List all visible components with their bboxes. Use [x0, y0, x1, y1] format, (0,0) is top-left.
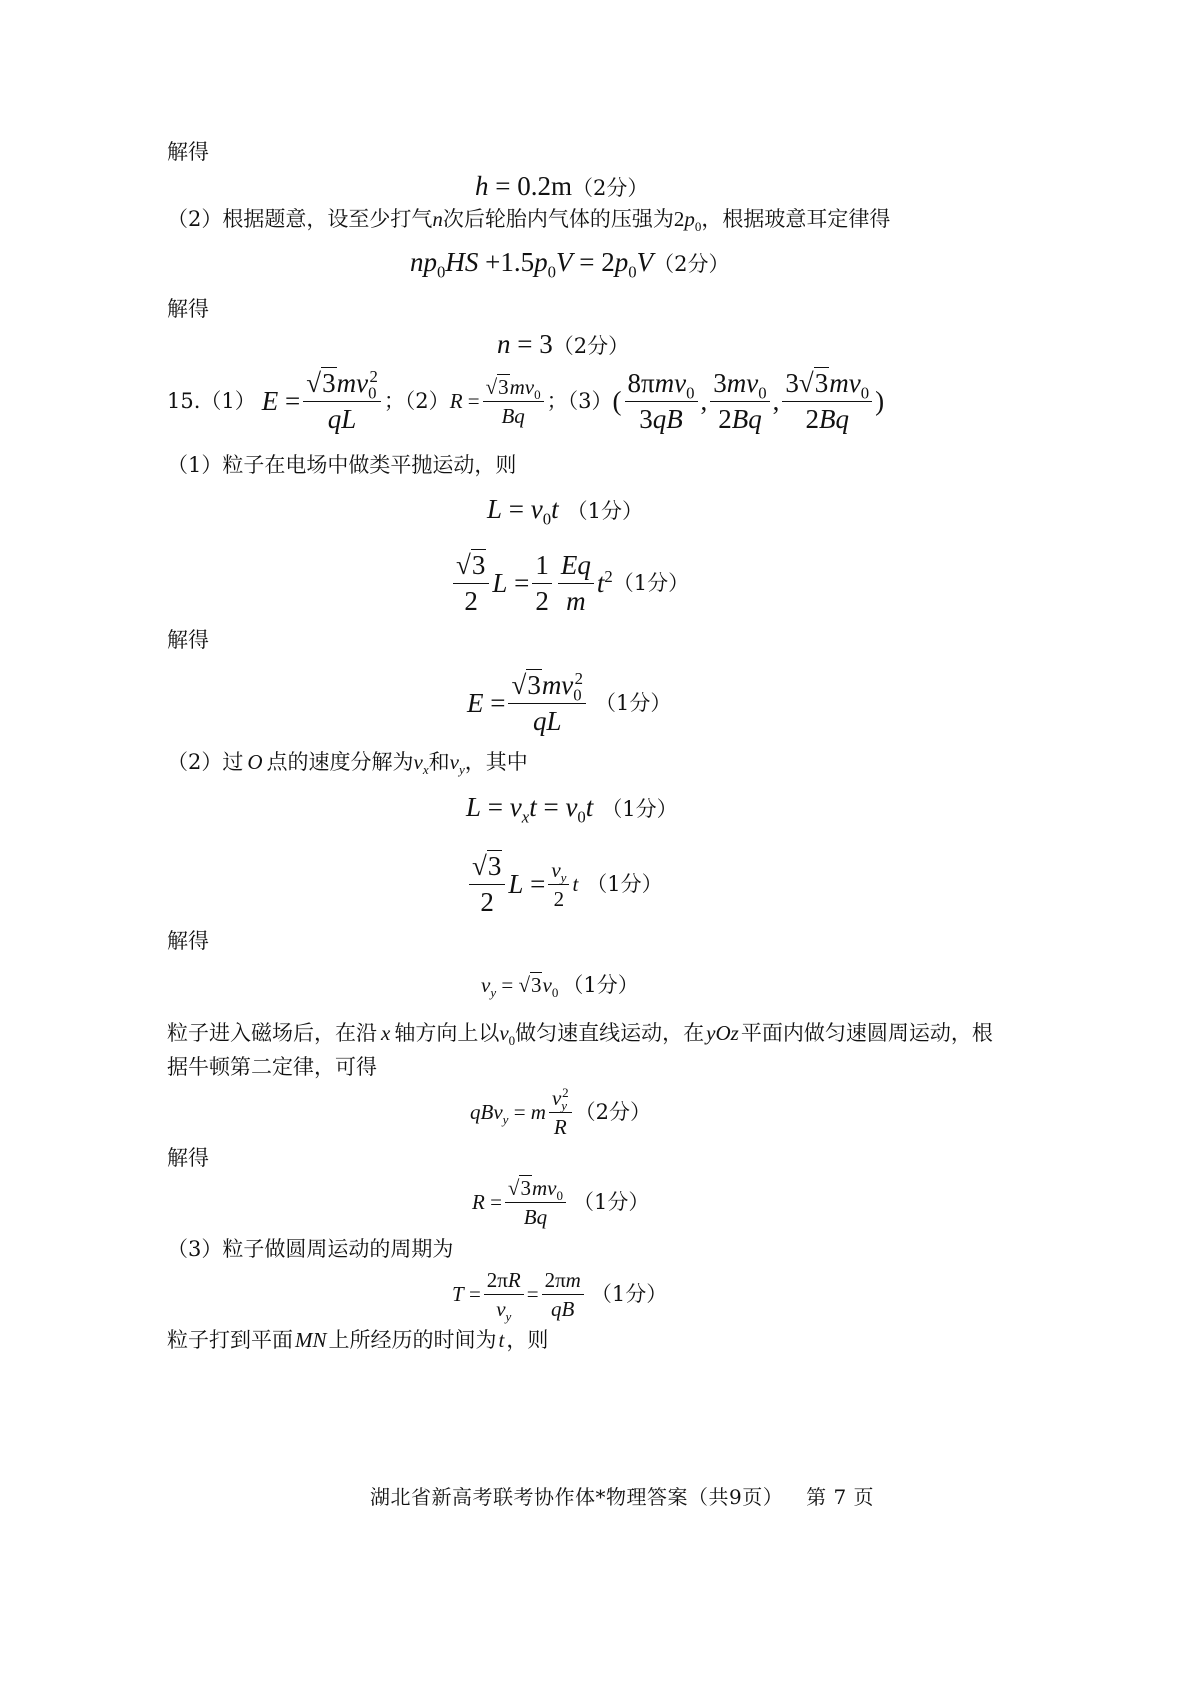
text-jiede-5: 解得 [167, 1146, 209, 1170]
text-p2b-c: 和 [428, 750, 450, 774]
text-p3-intro: （3）粒子做圆周运动的周期为 [167, 1237, 454, 1261]
score-half: （1分） [612, 570, 690, 595]
q15-summary: 15.（1） E = $\frac{√3mv_0^2}{qL}$ ；（2） R = $\frac{√3mv_0}{Bq}$ ；（3） ( $\frac{8\pi mv_0}{3qB}$ , $\frac{3mv_0}{2Bq}$ , $\frac{3√3mv_0}{2Bq}$ ) [167, 367, 885, 435]
equation-vy: $v_y = √3v_0$ （1分） [481, 973, 639, 1001]
paragraph-mn: 粒子打到平面MN上所经历的时间为t，则 [167, 1328, 549, 1352]
score-R: （1分） [572, 1190, 650, 1215]
text-jiede-3: 解得 [167, 628, 209, 652]
frac-x-coord: $\frac{8\pi mv_0}{3qB}$ [625, 368, 698, 435]
paragraph-q14-2-intro: （2）根据题意，设至少打气n次后轮胎内气体的压强为$2p_0$，根据玻意耳定律得 [167, 207, 891, 235]
equation-half-at2: $\frac{√3}{2}$ L = $\frac{1}{2}$ $\frac{Eq}{m}$ $t^2$ （1分） [450, 550, 689, 617]
text-mn-a: 粒子打到平面 [167, 1328, 293, 1352]
frac-z-coord: $\frac{3√3mv_0}{2Bq}$ [782, 368, 872, 435]
text-jiede-4: 解得 [167, 929, 209, 953]
text-p1-intro: （1）粒子在电场中做类平抛运动，则 [167, 453, 517, 477]
equation-L1: $L = v_0t$ （1分） [487, 494, 644, 529]
score-L1: （1分） [566, 499, 644, 523]
equation-h: h = 0.2m（2分） [475, 171, 649, 201]
equation-L2: $L = v_xt = v_0t$ （1分） [466, 792, 678, 827]
score-np: （2分） [653, 252, 730, 276]
equation-E: E = $\frac{√3mv_0^2}{qL}$ （1分） [467, 669, 672, 737]
text-mag-e: 据牛顿第二定律，可得 [167, 1055, 377, 1079]
equation-R: R = $\frac{√3mv_0}{Bq}$ （1分） [472, 1176, 650, 1230]
text-p2b-a: （2）过 [167, 750, 244, 774]
text-mn-c: ，则 [506, 1328, 549, 1352]
score-n: （2分） [552, 334, 630, 358]
score-T: （1分） [590, 1282, 668, 1307]
text-mag-c: 做匀速直线运动，在 [515, 1021, 705, 1045]
text-p2-intro-mid: 次后轮胎内气体的压强为 [442, 207, 674, 231]
score-vy: （1分） [562, 973, 639, 997]
q15-sep2: ；（2） [383, 388, 450, 413]
frac-R-summary: $\frac{√3mv_0}{Bq}$ [483, 375, 544, 428]
q15-sep3: ；（3） [546, 388, 613, 413]
score-L2: （1分） [601, 797, 678, 821]
score-qB: （2分） [574, 1100, 651, 1125]
text-p2-intro: （2）根据题意，设至少打气 [167, 207, 433, 231]
equation-boyle: $np_0HS +1.5p_0V = 2p_0V(2$分） [410, 247, 730, 282]
q15-label: 15.（1） [167, 388, 256, 413]
paragraph-magnetic-1: 粒子进入磁场后，在沿 x 轴方向上以$v_0$做匀速直线运动，在yOz平面内做匀速圆周运动，根 [167, 1021, 993, 1049]
score-vy-t: （1分） [586, 871, 663, 896]
equation-n: n = 3（2分） [497, 329, 630, 359]
text-p2-intro-end: ，根据玻意耳定律得 [701, 207, 891, 231]
score-E: （1分） [595, 690, 672, 715]
text-p2b-b: 点的速度分解为 [266, 750, 414, 774]
text-mag-b: 轴方向上以 [394, 1021, 500, 1045]
equation-T: T = $\frac{2\pi R}{v_y}$ = $\frac{2\pi m}{qB}$ （1分） [452, 1268, 668, 1325]
text-jiede-2: 解得 [167, 297, 209, 321]
paragraph-q15-2-intro: （2）过 O 点的速度分解为$v_x$和$v_y$，其中 [167, 750, 528, 778]
frac-y-coord: $\frac{3mv_0}{2Bq}$ [710, 368, 769, 435]
equation-vy-t: $\frac{√3}{2}$ L = $\frac{v_y}{2}$ t （1分） [466, 851, 663, 918]
text-jiede-1: 解得 [167, 140, 209, 164]
page-footer [370, 1481, 874, 1510]
equation-newton: qBv$_y$ = m $\frac{v_y^2}{R}$ （2分） [470, 1085, 651, 1140]
text-mn-b: 上所经历的时间为 [328, 1328, 497, 1352]
text-p2b-d: ，其中 [464, 750, 528, 774]
footer-title: 湖北省新高考联考协作体*物理答案（共9页） [370, 1485, 784, 1509]
score-h: （2分） [571, 176, 649, 200]
frac-E-summary: $\frac{√3mv_0^2}{qL}$ [303, 368, 381, 435]
text-mag-a: 粒子进入磁场后，在沿 [167, 1021, 377, 1045]
text-mag-d: 平面内做匀速圆周运动，根 [740, 1021, 993, 1045]
footer-page-number: 第 7 页 [806, 1485, 875, 1509]
